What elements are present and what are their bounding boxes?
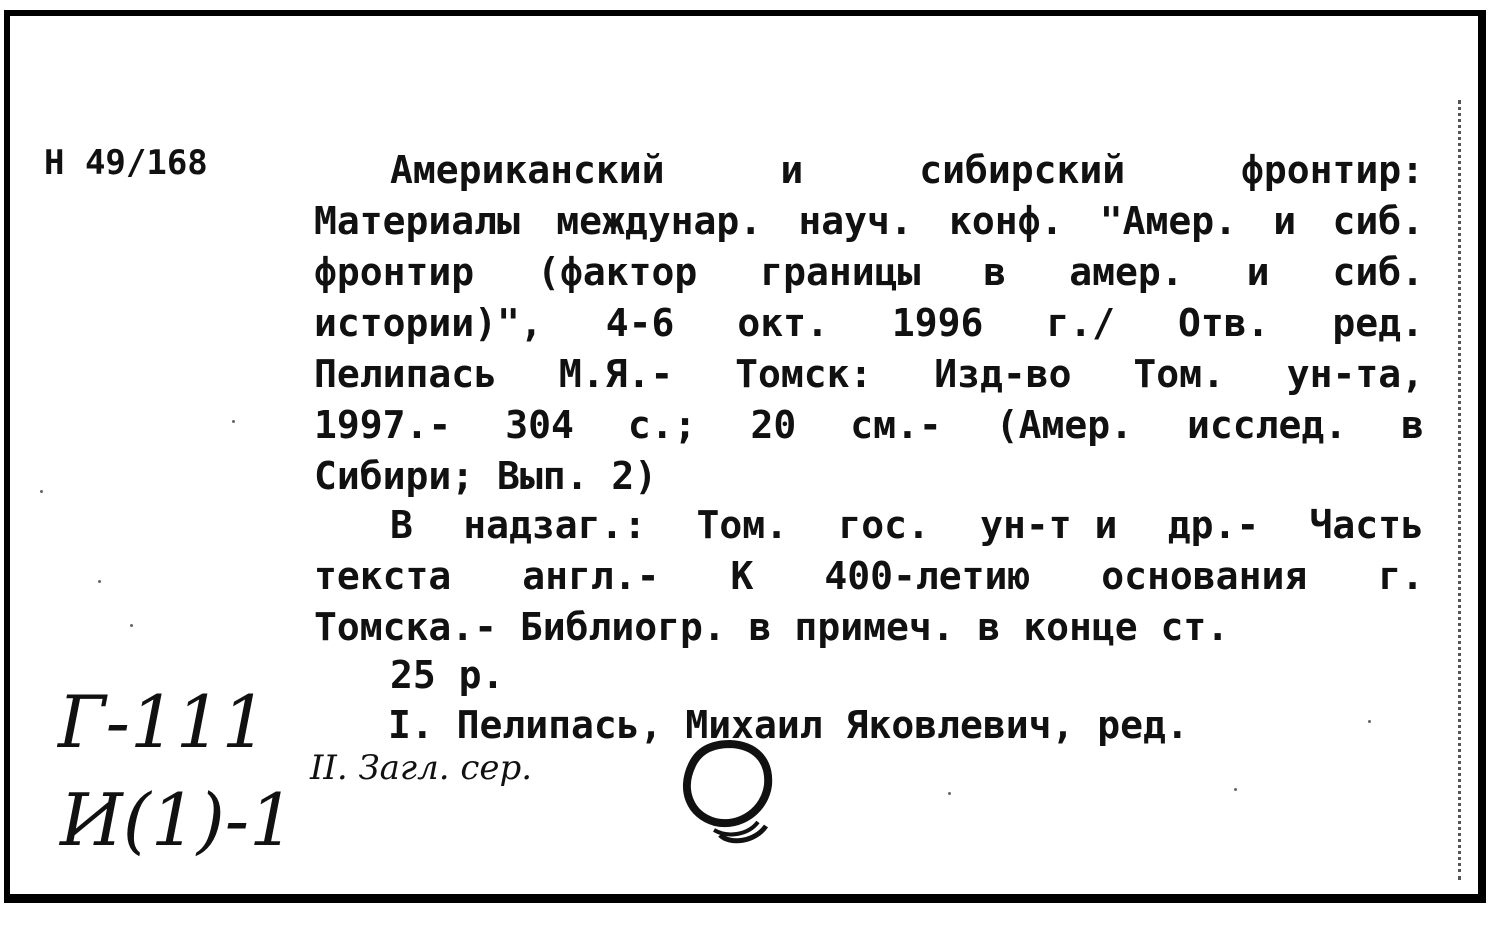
word: в — [1401, 403, 1424, 447]
word: ун-та, — [1286, 352, 1424, 396]
word: Изд-во — [934, 352, 1072, 396]
word: надзаг.: — [463, 503, 647, 547]
word: 1997.- — [314, 403, 452, 447]
price: 25 р. — [390, 653, 505, 697]
word: и — [1273, 199, 1297, 243]
word: англ.- — [522, 554, 660, 598]
word: др.- — [1167, 503, 1260, 547]
word: амер. — [1069, 250, 1184, 294]
word: ун-т и — [980, 503, 1118, 547]
word: 20 — [750, 403, 797, 447]
word: Томска.- Библиогр. в примеч. в конце ст. — [314, 605, 1230, 649]
word: в — [983, 250, 1007, 294]
word: гос. — [838, 503, 930, 547]
word: исслед. — [1186, 403, 1348, 447]
word: Том. — [696, 503, 789, 547]
word: см.- — [850, 403, 942, 447]
word: фронтир — [314, 250, 475, 294]
word: фронтир: — [1240, 148, 1424, 192]
word: сиб. — [1332, 199, 1424, 243]
description-line — [314, 349, 1424, 400]
speck — [40, 490, 43, 493]
word: (фактор — [537, 250, 698, 294]
description-line — [314, 451, 657, 502]
description-line — [314, 400, 1424, 451]
word: и — [780, 148, 804, 192]
word: Томск: — [735, 352, 873, 396]
description-line — [390, 145, 1424, 196]
speck — [948, 792, 951, 795]
speck — [1234, 788, 1237, 791]
word: Часть — [1309, 503, 1424, 547]
word: окт. — [737, 301, 829, 345]
word: сиб. — [1332, 250, 1424, 294]
handwritten-series-tracing: II. Загл. сер. — [310, 748, 533, 788]
word: границы — [760, 250, 921, 294]
description-line — [314, 247, 1424, 298]
word: истории)", — [314, 301, 543, 345]
note-line — [314, 602, 1229, 653]
speck — [130, 624, 133, 627]
word: текста — [314, 554, 452, 598]
word: 1996 — [891, 301, 984, 345]
word: М.Я.- — [558, 352, 674, 396]
word: г./ — [1046, 301, 1115, 345]
word: ред. — [1332, 301, 1424, 345]
description-line — [314, 196, 1424, 247]
word: сибирский — [919, 148, 1126, 192]
word: Сибири; Вып. 2) — [314, 454, 658, 498]
word: с.; — [627, 403, 697, 447]
note-line — [390, 500, 1424, 551]
word: конф. — [949, 199, 1064, 243]
speck — [98, 580, 101, 583]
word: междунар. — [556, 199, 763, 243]
word: Пелипась — [314, 352, 498, 396]
word: 400-летию — [824, 554, 1031, 598]
word: основания — [1101, 554, 1308, 598]
note-line — [314, 551, 1424, 602]
word: Американский — [390, 148, 665, 192]
call-number: Н 49/168 — [44, 143, 208, 183]
handwritten-mark-1: Г-111 — [58, 680, 268, 764]
description-line — [314, 298, 1424, 349]
word: Отв. — [1177, 301, 1270, 345]
speck — [232, 420, 235, 423]
word: и — [1246, 250, 1270, 294]
tracing-entry: I. Пелипась, Михаил Яковлевич, ред. — [388, 703, 1189, 747]
word: 304 — [505, 403, 574, 447]
handwritten-mark-2: И(1)-1 — [60, 778, 295, 862]
word: В — [390, 503, 413, 547]
word: К — [730, 554, 754, 598]
word: (Амер. — [995, 403, 1133, 447]
word: Том. — [1133, 352, 1225, 396]
speck — [1368, 720, 1371, 723]
word: г. — [1378, 554, 1424, 598]
word: Материалы — [314, 199, 520, 243]
word: науч. — [798, 199, 913, 243]
word: "Амер. — [1099, 199, 1237, 243]
punch-hole-ring-icon — [670, 730, 790, 860]
perforation-line — [1458, 100, 1461, 880]
word: 4-6 — [605, 301, 675, 345]
